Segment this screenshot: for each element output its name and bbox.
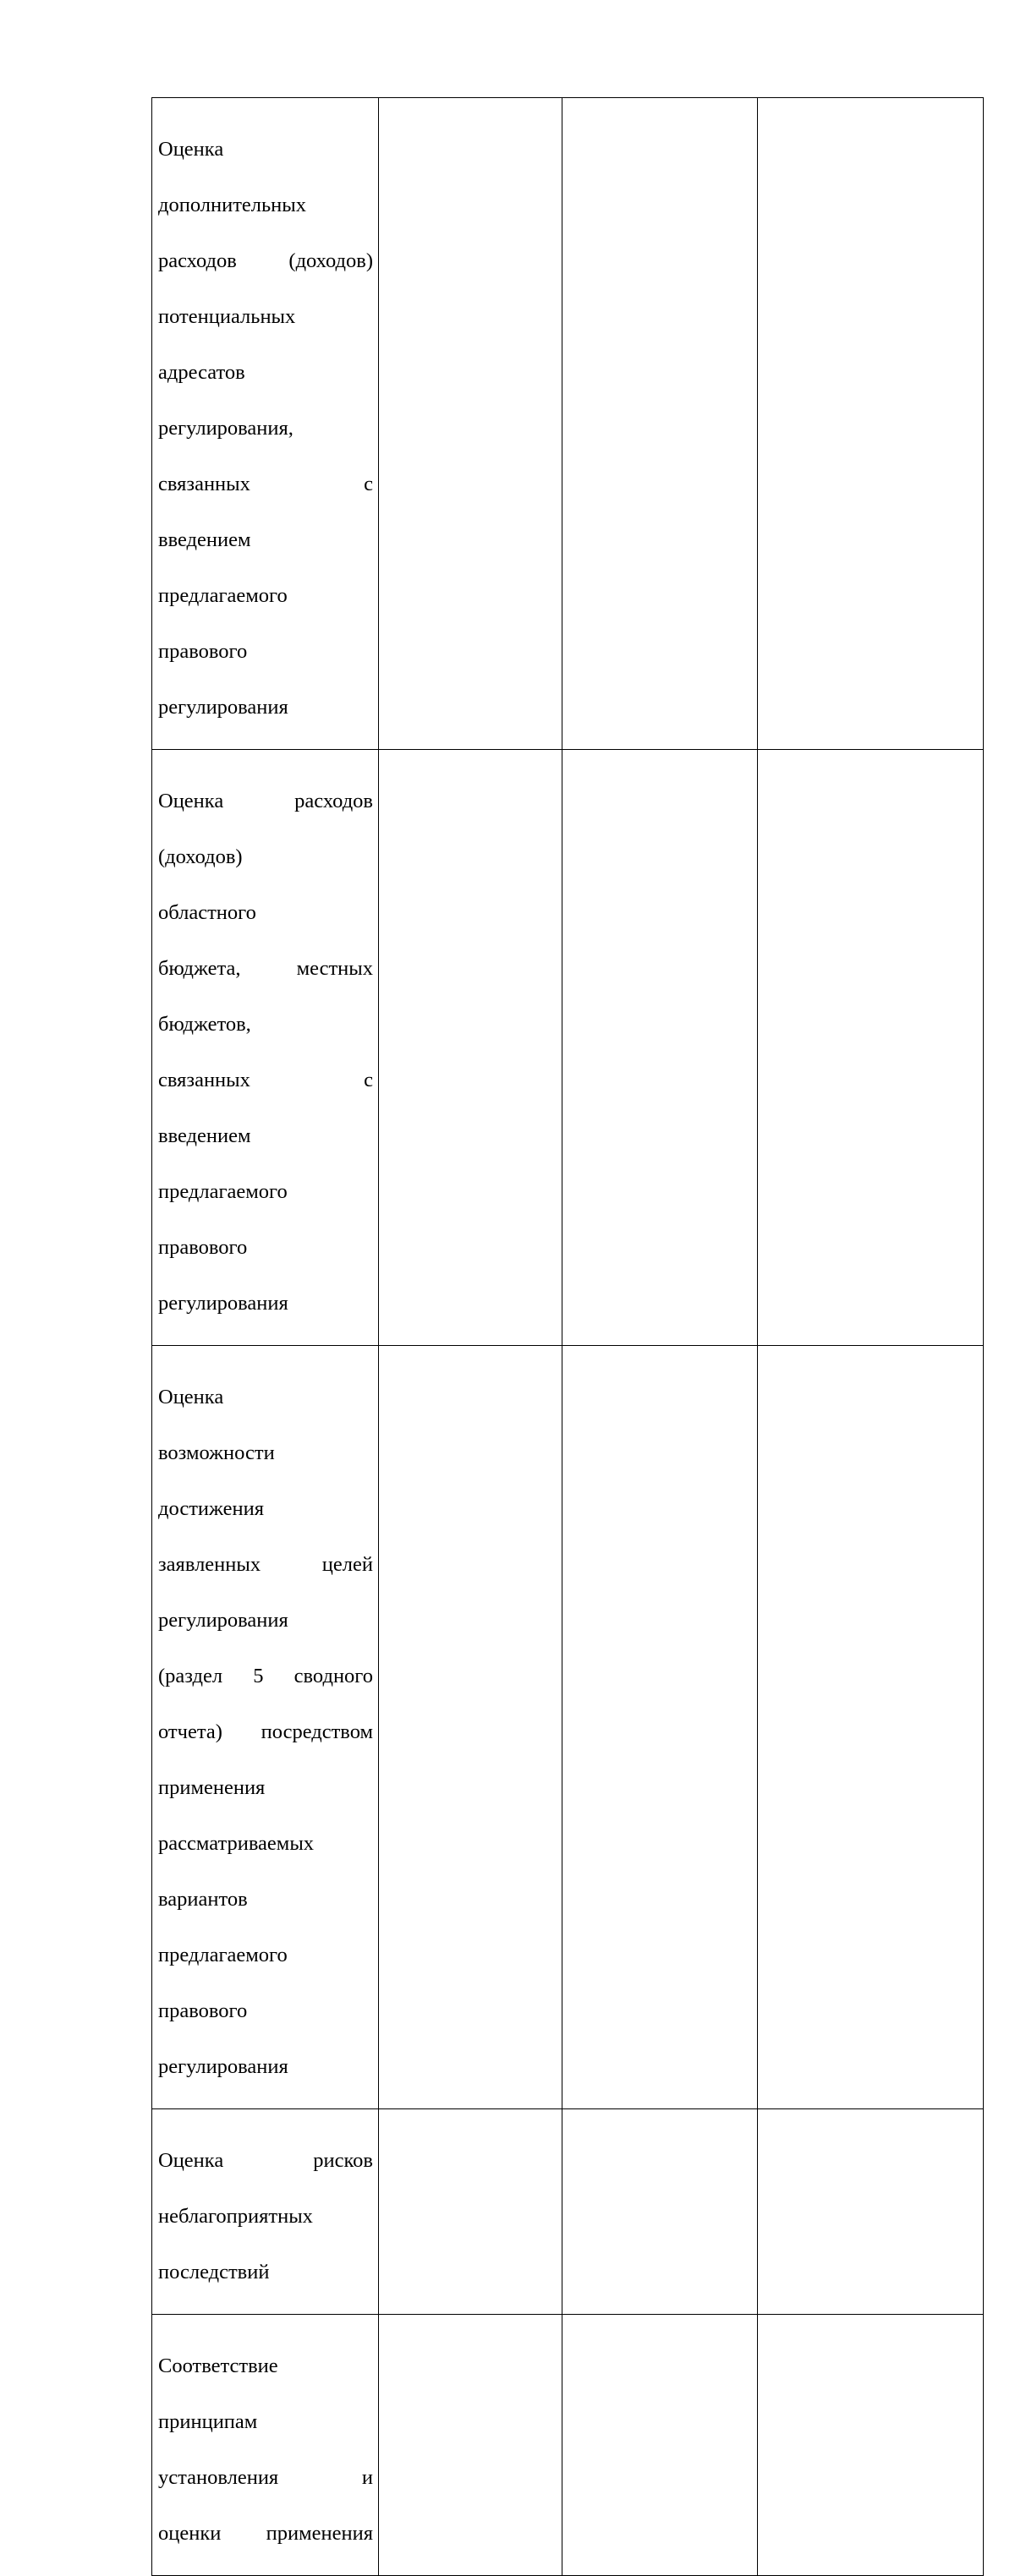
text-line: Оценка (158, 138, 224, 161)
text-line: адресатов (158, 361, 245, 384)
text-line: областного (158, 901, 256, 924)
word: бюджета, (158, 957, 241, 980)
text-line: бюджетов, (158, 1013, 251, 1036)
text-line (158, 1066, 373, 1094)
empty-cell[interactable] (758, 750, 984, 1346)
text-line: Соответствие (158, 2354, 278, 2377)
empty-cell[interactable] (562, 98, 758, 750)
empty-cell[interactable] (379, 750, 562, 1346)
text-line (158, 1551, 373, 1578)
table-row (152, 2315, 984, 2576)
empty-cell[interactable] (562, 2109, 758, 2315)
text-line: последствий (158, 2261, 270, 2283)
word: сводного (294, 1665, 373, 1687)
text-line: регулирования (158, 696, 288, 719)
text-line: вариантов (158, 1888, 248, 1911)
text-line: достижения (158, 1497, 264, 1520)
text-line (158, 2147, 373, 2174)
word: применения (266, 2522, 373, 2545)
word: заявленных (158, 1553, 261, 1576)
assessment-table (151, 97, 984, 2576)
word: с (364, 1069, 373, 1091)
empty-cell[interactable] (379, 2109, 562, 2315)
word: оценки (158, 2522, 222, 2545)
text-line: предлагаемого (158, 1180, 288, 1203)
text-line: регулирования (158, 1292, 288, 1315)
text-line: введением (158, 1124, 251, 1147)
text-line: правового (158, 1999, 248, 2022)
word: с (364, 473, 373, 495)
word: 5 (253, 1665, 264, 1687)
empty-cell[interactable] (562, 750, 758, 1346)
word: расходов (294, 790, 373, 812)
empty-cell[interactable] (379, 2315, 562, 2576)
criterion-cell (152, 750, 379, 1346)
text-line: правового (158, 1236, 248, 1259)
empty-cell[interactable] (758, 1346, 984, 2109)
empty-cell[interactable] (562, 1346, 758, 2109)
criterion-cell (152, 98, 379, 750)
word: местных (296, 957, 373, 980)
text-line: рассматриваемых (158, 1832, 315, 1855)
empty-cell[interactable] (758, 2315, 984, 2576)
word: (раздел (158, 1665, 223, 1687)
word: рисков (313, 2149, 373, 2172)
empty-cell[interactable] (562, 2315, 758, 2576)
word: целей (321, 1553, 373, 1576)
table-row (152, 750, 984, 1346)
word: посредством (261, 1720, 373, 1743)
word: расходов (158, 249, 237, 272)
criterion-cell (152, 2315, 379, 2576)
text-line: принципам (158, 2410, 258, 2433)
table-row (152, 1346, 984, 2109)
word: отчета) (158, 1720, 222, 1743)
word: связанных (158, 473, 250, 495)
word: Оценка (158, 2149, 224, 2172)
text-line (158, 470, 373, 498)
criterion-cell (152, 1346, 379, 2109)
table-row (152, 2109, 984, 2315)
text-line: регулирования (158, 2055, 288, 2078)
criterion-cell (152, 2109, 379, 2315)
text-line (158, 247, 373, 275)
empty-cell[interactable] (758, 98, 984, 750)
text-line (158, 2519, 373, 2547)
text-line: потенциальных (158, 305, 296, 328)
word: связанных (158, 1069, 250, 1091)
text-line: введением (158, 528, 251, 551)
text-line: правового (158, 640, 248, 663)
text-line: возможности (158, 1441, 275, 1464)
word: Оценка (158, 790, 224, 812)
text-line: регулирования, (158, 417, 294, 440)
text-line: регулирования (158, 1609, 288, 1632)
table-row (152, 98, 984, 750)
text-line: неблагоприятных (158, 2205, 313, 2228)
word: установления (158, 2466, 279, 2489)
text-line (158, 1718, 373, 1746)
text-line: Оценка (158, 1386, 224, 1408)
empty-cell[interactable] (758, 2109, 984, 2315)
word: (доходов) (288, 249, 373, 272)
empty-cell[interactable] (379, 1346, 562, 2109)
text-line: (доходов) (158, 845, 243, 868)
word: и (361, 2466, 373, 2489)
text-line: дополнительных (158, 194, 307, 216)
empty-cell[interactable] (379, 98, 562, 750)
text-line (158, 954, 373, 982)
text-line: применения (158, 1776, 266, 1799)
text-line: предлагаемого (158, 1944, 288, 1966)
text-line (158, 1662, 373, 1690)
text-line: предлагаемого (158, 584, 288, 607)
text-line (158, 2464, 373, 2491)
text-line (158, 787, 373, 815)
